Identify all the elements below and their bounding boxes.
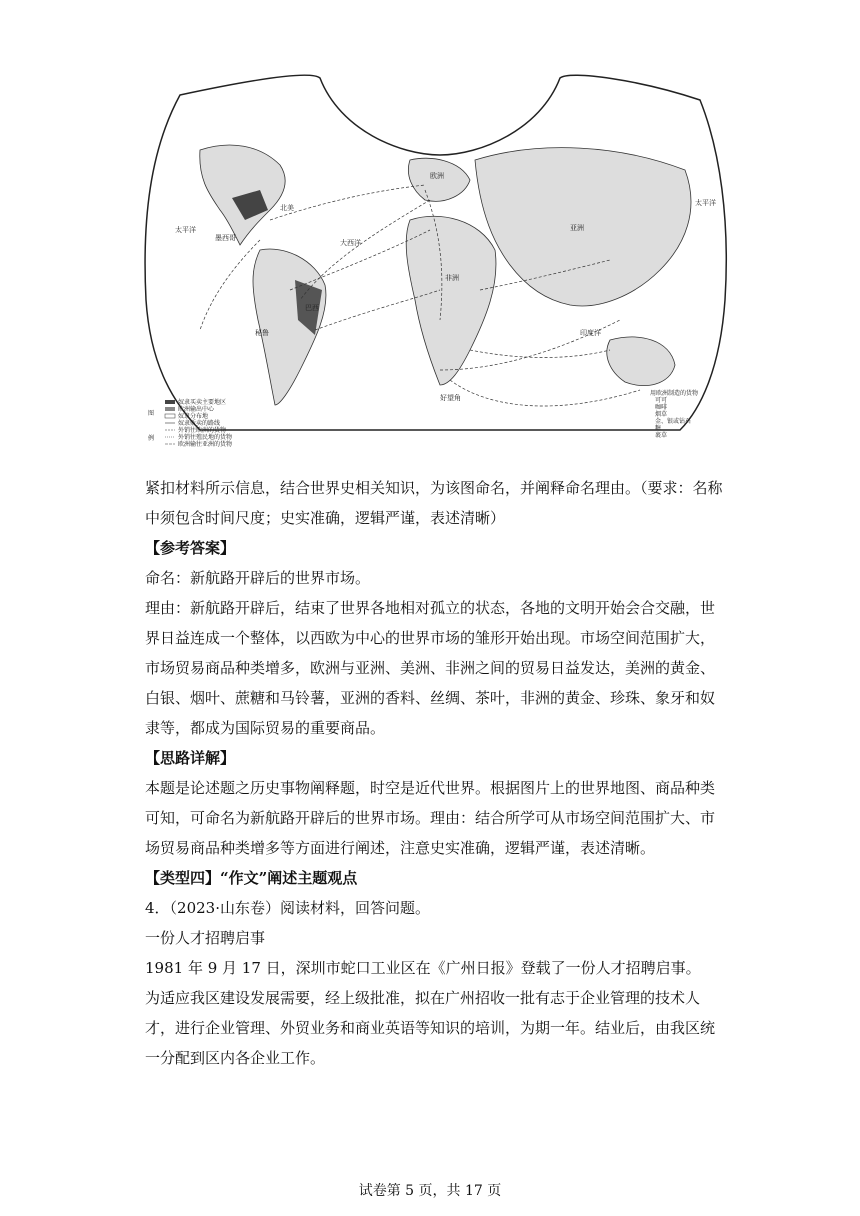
legend-item: 咖啡 xyxy=(655,404,668,411)
answer-naming: 命名：新航路开辟后的世界市场。 xyxy=(145,569,371,587)
type4-heading: 【类型四】“作文”阐述主题观点 xyxy=(145,869,358,887)
material-title: 一份人才招聘启事 xyxy=(145,929,266,947)
question-prompt: 紧扣材料所示信息，结合世界史相关知识，为该图命名，并阐释命名理由。（要求：名称中须包含时间尺度；史实准确，逻辑严谨，表述清晰） xyxy=(145,479,723,527)
legend-item: 奴隶贩卖的路线 xyxy=(178,420,221,427)
legend-item: 欧洲输往亚洲的货物 xyxy=(178,441,233,448)
map-label: 非洲 xyxy=(445,274,459,282)
legend-item: 可可 xyxy=(655,397,668,404)
legend-title: 图 xyxy=(148,410,155,417)
material-line-1: 1981 年 9 月 17 日，深圳市蛇口工业区在《广州日报》登载了一份人才招聘启事。 xyxy=(145,959,701,977)
map-label: 巴西 xyxy=(305,304,319,312)
legend-left xyxy=(148,398,232,448)
question-body xyxy=(145,473,725,1073)
legend-item: 外销往殖民地的货物 xyxy=(178,434,233,441)
thinking-text: 本题是论述题之历史事物阐释题，时空是近代世界。根据图片上的世界地图、商品种类可知，可命名为新航路开辟后的世界市场。理由：结合所学可从市场空间范围扩大、市场贸易商品种类增多等方面进行阐述，注意史实准确，逻辑严谨，表述清晰。 xyxy=(145,779,716,857)
map-label: 亚洲 xyxy=(570,224,584,232)
answer-heading: 【参考答案】 xyxy=(145,539,236,557)
legend-item: 奴隶买卖主要地区 xyxy=(178,399,227,406)
map-label: 好望角 xyxy=(440,394,461,402)
legend-item: 烟草 xyxy=(655,411,668,418)
page-footer: 试卷第 5 页，共 17 页 xyxy=(358,1183,502,1199)
map-label: 大西洋 xyxy=(340,239,361,247)
map-label: 墨西哥 xyxy=(215,234,236,242)
legend-item: 金、银或钻石 xyxy=(655,418,692,425)
legend-item: 裹草 xyxy=(655,432,668,439)
answer-reason: 理由：新航路开辟后，结束了世界各地相对孤立的状态，各地的文明开始会合交融，世界日益连成一个整体，以西欧为中心的世界市场的雏形开始出现。市场空间范围扩大，市场贸易商品种类增多，欧洲与亚洲、美洲、非洲之间的贸易日益发达，美洲的黄金、白银、烟叶、蔗糖和马铃薯，亚洲的香料、丝绸、茶叶，非洲的黄金、珍珠、象牙和奴隶等，都成为国际贸易的重要商品。 xyxy=(145,599,716,737)
legend-item: 糖 xyxy=(655,425,662,432)
map-label: 印度洋 xyxy=(580,329,601,337)
map-label: 太平洋 xyxy=(175,226,196,234)
map-label: 北美 xyxy=(280,204,294,212)
legend-item: 欧洲输出中心 xyxy=(178,406,215,413)
thinking-heading: 【思路详解】 xyxy=(145,749,236,767)
map-label: 秘鲁 xyxy=(255,329,269,337)
legend-item: 奴隶分布地 xyxy=(178,413,209,420)
world-trade-map xyxy=(140,70,730,450)
legend-title: 例 xyxy=(148,435,155,442)
legend-item: 外销往欧洲的货物 xyxy=(178,427,227,434)
question-4: 4．（2023·山东卷）阅读材料，回答问题。 xyxy=(145,899,430,917)
map-label: 太平洋 xyxy=(695,199,716,207)
map-label: 欧洲 xyxy=(430,172,444,180)
legend-item: 用欧洲制造的货物 xyxy=(650,390,699,397)
material-line-2: 为适应我区建设发展需要，经上级批准，拟在广州招收一批有志于企业管理的技术人才，进行企业管理、外贸业务和商业英语等知识的培训，为期一年。结业后，由我区统一分配到区内各企业工作。 xyxy=(145,989,716,1067)
